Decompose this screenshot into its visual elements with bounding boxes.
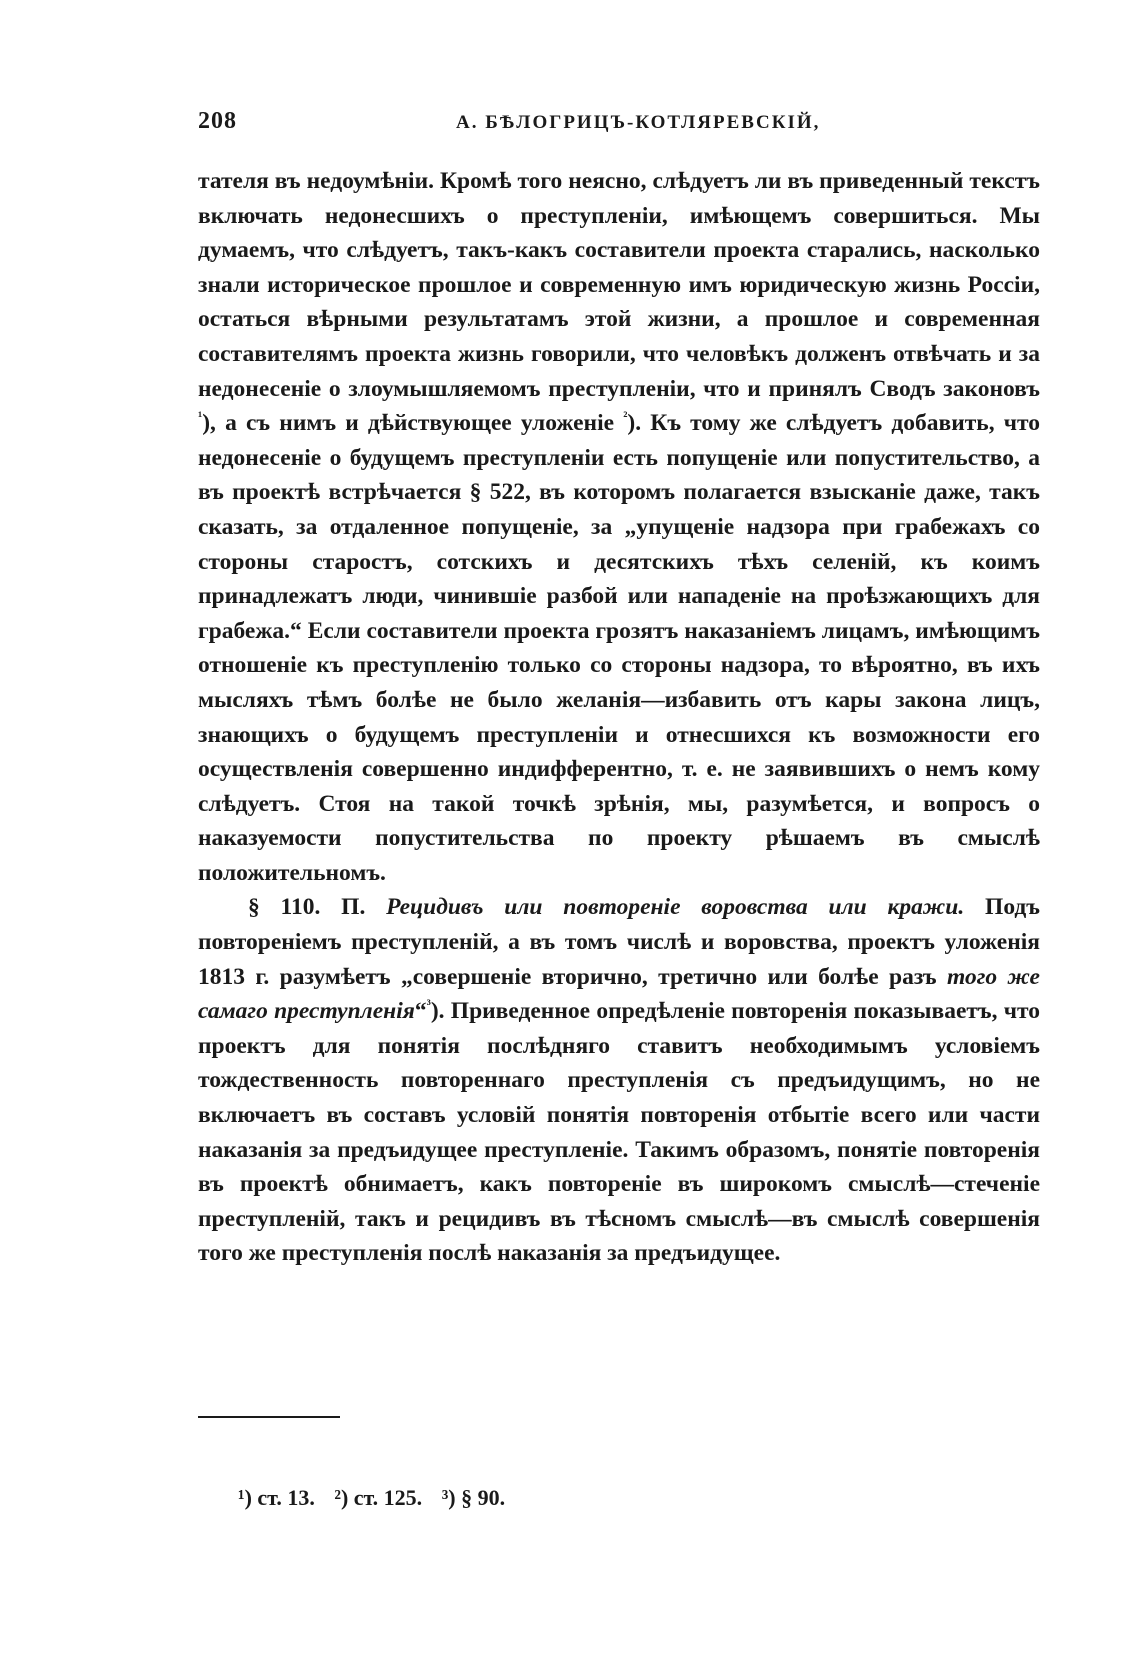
quoted-italic-phrase: того же самаго преступленія	[198, 963, 1040, 1025]
paragraph-2-text-d: ). Приведенное опредѣленіе повторенія показываетъ, что проектъ для понятія послѣдняго ставитъ необходимымъ условіемъ тождественность повтореннаго преступленія съ предъидущимъ, но не включаетъ въ составъ условій понятія повторенія отбытіе всего или части наказанія за предъидущее преступленіе. Такимъ образомъ, понятіе повторенія въ проектѣ обнимаетъ, какъ повтореніе въ широкомъ смыслѣ—стеченіе преступленій, такъ и рецидивъ въ тѣсномъ смыслѣ—въ смыслѣ совершенія того же преступленія послѣ наказанія за предъидущее.	[198, 998, 1040, 1267]
paragraph-2-text-b: Подъ повтореніемъ преступленій, а въ томъ числѣ и воровства, проектъ уложенія 1813 г. разумѣетъ „совершеніе вторично, третично или болѣе разъ	[198, 894, 1041, 990]
footnotes	[238, 1485, 519, 1511]
paragraph-1-text-c: ). Къ тому же слѣдуетъ добавить, что недонесеніе о будущемъ преступленіи есть попущеніе или попустительство, а въ проектѣ встрѣчается § 522, въ которомъ полагается взысканіе даже, такъ сказать, за отдаленное попущеніе, за „упущеніе надзора при грабежахъ со стороны старостъ, сотскихъ и десятскихъ тѣхъ селеній, къ коимъ принадлежатъ люди, чинившіе разбой или нападеніе на проѣзжающихъ для грабежа.“ Если составители проекта грозятъ наказаніемъ лицамъ, имѣющимъ отношеніе къ преступленію только со стороны надзора, то вѣроятно, въ ихъ мысляхъ тѣмъ болѣе не было желанія—избавить отъ кары закона лицъ, знающихъ о будущемъ преступленіи и отнесшихся къ возможности его осуществленія совершенно индифферентно, т. е. не заявившихъ о немъ кому слѣдуетъ. Стоя на такой точкѣ зрѣнія, мы, разумѣется, и вопросъ о наказуемости попустительства по проекту рѣшаемъ въ смыслѣ положительномъ.	[198, 410, 1040, 886]
paragraph-1	[198, 164, 1040, 890]
footnote-1: ¹) ст. 13.	[238, 1485, 315, 1510]
page-number: 208	[198, 108, 237, 134]
footnote-divider	[198, 1416, 340, 1418]
section-heading-italic: Рецидивъ или повтореніе воровства или кражи.	[386, 894, 965, 921]
footnote-ref-3: ³	[426, 997, 431, 1014]
footnote-3: ³) § 90.	[441, 1485, 506, 1510]
paragraph-1-text-a: тателя въ недоумѣніи. Кромѣ того неясно, слѣдуетъ ли въ приведенный текстъ включать недонесшихъ о преступленіи, имѣющемъ совершиться. Мы думаемъ, что слѣдуетъ, такъ-какъ составители проекта старались, насколько знали историческое прошлое и современную имъ юридическую жизнь Россіи, остаться вѣрными результатамъ этой жизни, а прошлое и современная составителямъ проекта жизнь говорили, что человѣкъ долженъ отвѣчать и за недонесеніе о злоумышляемомъ преступленіи, что и принялъ Сводъ законовъ	[198, 168, 1040, 402]
running-title: А. БѢЛОГРИЦЪ-КОТЛЯРЕВСКІЙ,	[456, 112, 821, 133]
paragraph-1-text-b: ), а съ нимъ и дѣйствующее уложеніе	[202, 410, 624, 437]
body-text	[198, 164, 1040, 1271]
paragraph-2	[198, 890, 1040, 1271]
footnote-ref-1: ¹	[198, 409, 203, 426]
closing-quote: “	[414, 998, 427, 1025]
footnote-ref-2: ²	[623, 409, 628, 426]
footnote-2: ²) ст. 125.	[334, 1485, 423, 1510]
paragraph-2-text-a: § 110. П.	[248, 894, 387, 921]
page-header	[198, 108, 1040, 148]
